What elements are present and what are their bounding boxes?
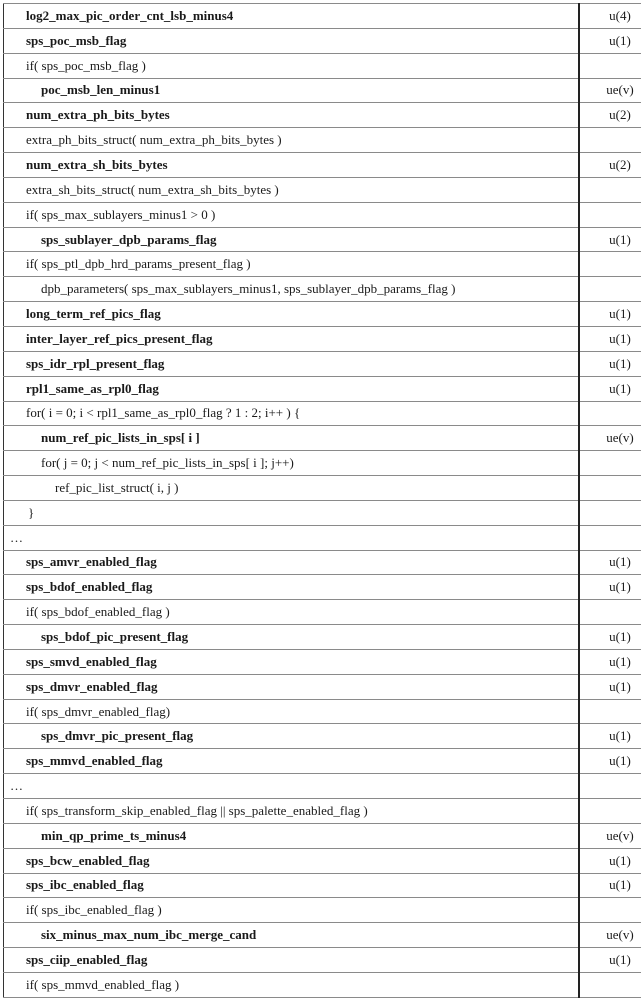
descriptor-cell: u(4): [579, 4, 641, 29]
syntax-statement: if( sps_ptl_dpb_hrd_params_present_flag ): [4, 252, 580, 277]
table-row: [4, 426, 641, 451]
descriptor-cell: u(1): [579, 28, 641, 53]
descriptor-cell: [579, 699, 641, 724]
table-row: [4, 376, 641, 401]
syntax-statement: if( sps_poc_msb_flag ): [4, 53, 580, 78]
syntax-statement: }: [4, 500, 580, 525]
table-row: [4, 873, 641, 898]
table-row: [4, 724, 641, 749]
table-row: [4, 774, 641, 799]
syntax-statement: …: [4, 774, 580, 799]
table-row: [4, 53, 641, 78]
syntax-statement: for( j = 0; j < num_ref_pic_lists_in_sps[ i ]; j++): [4, 451, 580, 476]
table-row: [4, 898, 641, 923]
syntax-element-name: inter_layer_ref_pics_present_flag: [4, 326, 580, 351]
descriptor-cell: u(1): [579, 649, 641, 674]
descriptor-cell: [579, 476, 641, 501]
table-row: [4, 823, 641, 848]
table-row: [4, 451, 641, 476]
descriptor-cell: u(1): [579, 351, 641, 376]
table-row: [4, 600, 641, 625]
descriptor-cell: ue(v): [579, 78, 641, 103]
syntax-table: [3, 3, 641, 998]
table-row: [4, 202, 641, 227]
syntax-element-name: six_minus_max_num_ibc_merge_cand: [4, 923, 580, 948]
table-row: [4, 4, 641, 29]
table-row: [4, 302, 641, 327]
syntax-element-name: sps_idr_rpl_present_flag: [4, 351, 580, 376]
syntax-statement: if( sps_transform_skip_enabled_flag || sps_palette_enabled_flag ): [4, 799, 580, 824]
descriptor-cell: u(1): [579, 376, 641, 401]
table-row: [4, 28, 641, 53]
syntax-element-name: min_qp_prime_ts_minus4: [4, 823, 580, 848]
table-row: [4, 799, 641, 824]
descriptor-cell: u(1): [579, 302, 641, 327]
table-row: [4, 625, 641, 650]
table-row: [4, 972, 641, 997]
descriptor-cell: [579, 252, 641, 277]
descriptor-cell: [579, 451, 641, 476]
descriptor-cell: [579, 202, 641, 227]
table-row: [4, 103, 641, 128]
descriptor-cell: [579, 774, 641, 799]
syntax-element-name: num_extra_sh_bits_bytes: [4, 153, 580, 178]
syntax-element-name: sps_bdof_enabled_flag: [4, 575, 580, 600]
syntax-element-name: sps_smvd_enabled_flag: [4, 649, 580, 674]
syntax-statement: for( i = 0; i < rpl1_same_as_rpl0_flag ? 1 : 2; i++ ) {: [4, 401, 580, 426]
table-row: [4, 948, 641, 973]
table-row: [4, 252, 641, 277]
syntax-element-name: sps_sublayer_dpb_params_flag: [4, 227, 580, 252]
descriptor-cell: u(1): [579, 848, 641, 873]
table-row: [4, 575, 641, 600]
syntax-element-name: sps_amvr_enabled_flag: [4, 550, 580, 575]
syntax-element-name: long_term_ref_pics_flag: [4, 302, 580, 327]
syntax-element-name: rpl1_same_as_rpl0_flag: [4, 376, 580, 401]
descriptor-cell: u(1): [579, 749, 641, 774]
table-row: [4, 848, 641, 873]
syntax-element-name: sps_bcw_enabled_flag: [4, 848, 580, 873]
table-row: [4, 699, 641, 724]
syntax-table-body: [4, 4, 641, 998]
descriptor-cell: u(1): [579, 550, 641, 575]
descriptor-cell: u(1): [579, 948, 641, 973]
descriptor-cell: u(2): [579, 103, 641, 128]
syntax-element-name: poc_msb_len_minus1: [4, 78, 580, 103]
descriptor-cell: [579, 277, 641, 302]
table-row: [4, 177, 641, 202]
syntax-statement: if( sps_max_sublayers_minus1 > 0 ): [4, 202, 580, 227]
syntax-statement: ref_pic_list_struct( i, j ): [4, 476, 580, 501]
table-row: [4, 476, 641, 501]
table-row: [4, 128, 641, 153]
descriptor-cell: u(1): [579, 575, 641, 600]
descriptor-cell: [579, 898, 641, 923]
descriptor-cell: u(1): [579, 625, 641, 650]
descriptor-cell: ue(v): [579, 823, 641, 848]
table-row: [4, 674, 641, 699]
table-row: [4, 401, 641, 426]
table-row: [4, 351, 641, 376]
table-row: [4, 277, 641, 302]
descriptor-cell: [579, 600, 641, 625]
syntax-statement: if( sps_ibc_enabled_flag ): [4, 898, 580, 923]
syntax-element-name: num_extra_ph_bits_bytes: [4, 103, 580, 128]
descriptor-cell: u(1): [579, 724, 641, 749]
descriptor-cell: u(2): [579, 153, 641, 178]
syntax-statement: extra_sh_bits_struct( num_extra_sh_bits_bytes ): [4, 177, 580, 202]
table-row: [4, 78, 641, 103]
descriptor-cell: u(1): [579, 326, 641, 351]
descriptor-cell: [579, 972, 641, 997]
syntax-element-name: sps_poc_msb_flag: [4, 28, 580, 53]
descriptor-cell: ue(v): [579, 923, 641, 948]
syntax-element-name: sps_dmvr_pic_present_flag: [4, 724, 580, 749]
descriptor-cell: ue(v): [579, 426, 641, 451]
syntax-element-name: sps_mmvd_enabled_flag: [4, 749, 580, 774]
table-row: [4, 923, 641, 948]
descriptor-cell: [579, 53, 641, 78]
syntax-element-name: sps_ciip_enabled_flag: [4, 948, 580, 973]
syntax-statement: dpb_parameters( sps_max_sublayers_minus1, sps_sublayer_dpb_params_flag ): [4, 277, 580, 302]
descriptor-cell: [579, 500, 641, 525]
table-row: [4, 500, 641, 525]
table-row: [4, 227, 641, 252]
descriptor-cell: [579, 177, 641, 202]
table-row: [4, 326, 641, 351]
syntax-element-name: num_ref_pic_lists_in_sps[ i ]: [4, 426, 580, 451]
syntax-statement: …: [4, 525, 580, 550]
syntax-statement: if( sps_bdof_enabled_flag ): [4, 600, 580, 625]
table-row: [4, 153, 641, 178]
descriptor-cell: [579, 128, 641, 153]
syntax-element-name: log2_max_pic_order_cnt_lsb_minus4: [4, 4, 580, 29]
table-row: [4, 649, 641, 674]
descriptor-cell: [579, 525, 641, 550]
descriptor-cell: u(1): [579, 674, 641, 699]
table-row: [4, 749, 641, 774]
syntax-statement: if( sps_mmvd_enabled_flag ): [4, 972, 580, 997]
descriptor-cell: u(1): [579, 873, 641, 898]
syntax-statement: if( sps_dmvr_enabled_flag): [4, 699, 580, 724]
table-row: [4, 550, 641, 575]
syntax-element-name: sps_bdof_pic_present_flag: [4, 625, 580, 650]
descriptor-cell: [579, 401, 641, 426]
table-row: [4, 525, 641, 550]
syntax-element-name: sps_dmvr_enabled_flag: [4, 674, 580, 699]
descriptor-cell: u(1): [579, 227, 641, 252]
syntax-statement: extra_ph_bits_struct( num_extra_ph_bits_bytes ): [4, 128, 580, 153]
syntax-element-name: sps_ibc_enabled_flag: [4, 873, 580, 898]
descriptor-cell: [579, 799, 641, 824]
